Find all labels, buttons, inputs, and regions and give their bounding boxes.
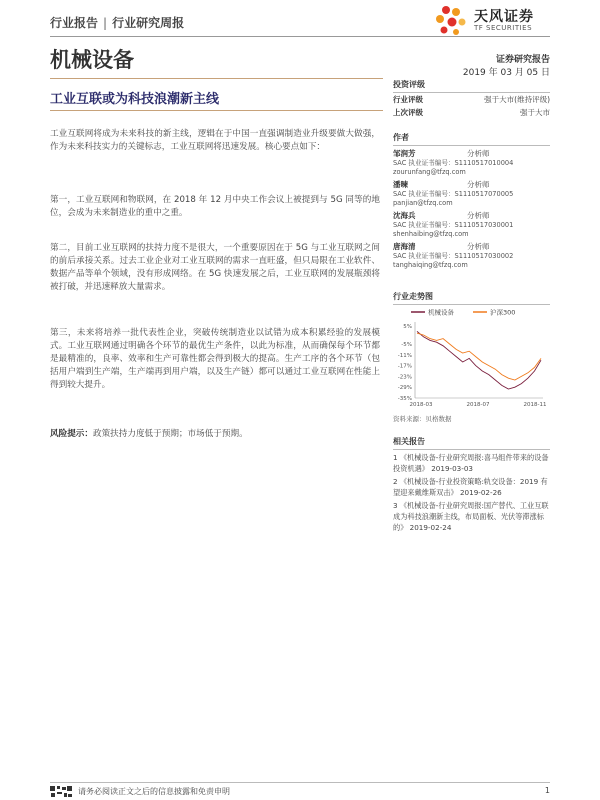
related-section xyxy=(393,436,550,533)
chart-source: 资料来源：贝格数据 xyxy=(393,415,452,423)
author-entry xyxy=(393,180,550,208)
series-line-2 xyxy=(417,333,541,380)
y-tick-label: -17% xyxy=(397,363,412,370)
author-name: 沈海兵 xyxy=(393,211,416,220)
header-divider xyxy=(50,36,550,37)
report-type: 证券研究报告 xyxy=(495,55,550,65)
author-name: 唐海清 xyxy=(393,242,416,251)
logo-text: 天风证券 xyxy=(474,9,534,25)
header-tags xyxy=(50,14,184,31)
legend-label: 机械设备 xyxy=(428,308,454,317)
header-tag-weekly: 行业研究周报 xyxy=(112,16,185,30)
trend-chart xyxy=(393,304,550,412)
author-entry xyxy=(393,149,550,177)
y-tick-label: -23% xyxy=(397,374,412,381)
author-email[interactable]: panjian@tfzq.com xyxy=(393,199,453,207)
legend-label: 沪深300 xyxy=(490,308,516,317)
related-report-item[interactable]: 3 《机械设备-行业研究周报:国产替代、工业互联成为科技浪潮新主线，布局面板、光伏等滞涨标的》 2019-02-24 xyxy=(393,501,549,532)
rating-key: 上次评级 xyxy=(393,108,423,117)
header-separator: | xyxy=(103,16,108,30)
author-cert: SAC 执业证书编号：S1110517030002 xyxy=(393,252,514,260)
x-tick-label: 2018-11 xyxy=(523,402,547,408)
rating-head: 投资评级 xyxy=(393,79,550,93)
risk-warning xyxy=(50,428,380,441)
footer-disclaimer: 请务必阅读正文之后的信息披露和免责申明 xyxy=(78,787,230,796)
y-tick-label: -35% xyxy=(397,396,412,402)
report-title: 工业互联或为科技浪潮新主线 xyxy=(50,92,220,107)
related-report-item[interactable]: 2 《机械设备-行业投资策略:轨交设备：2019 有望迎来戴维斯双击》 2019-02-26 xyxy=(393,477,548,497)
rating-value: 强于大市 xyxy=(520,108,550,117)
author-name: 邹润芳 xyxy=(393,149,416,158)
qr-code-icon xyxy=(50,786,72,798)
author-role: 分析师 xyxy=(467,211,490,220)
author-name: 潘暕 xyxy=(393,180,408,189)
body-paragraph-3: 第三，未来将培养一批代表性企业，突破传统制造业以试错为成本积累经验的发展模式。工业互联网通过明确各个环节的最优生产条件，以此为标准，从而确保每个环节都是最精准的，良率、效率和生产可靠性都会得到极大的提高。生产工序的各个环节（包括用户端到生产端，生产端再到用户端，以及生产链）都可以通过工业互联网在性能上得到较大提升。 xyxy=(50,328,380,390)
header-tag-report: 行业报告 xyxy=(50,16,99,30)
author-entry xyxy=(393,211,550,239)
y-tick-label: 5% xyxy=(403,324,412,330)
y-tick-label: -29% xyxy=(397,385,412,392)
author-cert: SAC 执业证书编号：S1110517030001 xyxy=(393,221,514,229)
rating-row xyxy=(393,106,550,119)
page-number: 1 xyxy=(544,786,550,795)
rating-value: 强于大市(维持评级) xyxy=(484,95,550,104)
author-email[interactable]: tanghaiqing@tfzq.com xyxy=(393,261,468,269)
author-cert: SAC 执业证书编号：S1110517070005 xyxy=(393,190,514,198)
x-tick-label: 2018-07 xyxy=(466,402,490,408)
author-email[interactable]: zourunfang@tfzq.com xyxy=(393,168,466,176)
authors-section xyxy=(393,132,550,270)
author-role: 分析师 xyxy=(467,180,490,189)
author-role: 分析师 xyxy=(467,242,490,251)
trend-head: 行业走势图 xyxy=(393,291,550,305)
rating-key: 行业评级 xyxy=(393,95,423,104)
rating-row xyxy=(393,93,550,106)
body-paragraph-2: 第二，目前工业互联网的扶持力度不是很大，一个重要原因在于 5G 与工业互联网之间的前后承接关系。过去工业企业对工业互联网的需求一直旺盛，但只局限在工业软件、数据产品等单个领域，没有形成网络。在 5G 快速发展之后，工业互联网的发展瓶颈将被打破，并迅速释放大量需求。 xyxy=(50,243,380,292)
author-entry xyxy=(393,242,550,270)
risk-label: 风险提示： xyxy=(50,429,93,439)
report-date: 2019 年 03 月 05 日 xyxy=(462,68,550,78)
industry-title: 机械设备 xyxy=(50,48,134,72)
author-email[interactable]: shenhaibing@tfzq.com xyxy=(393,230,469,238)
risk-text: 政策扶持力度低于预期；市场低于预期。 xyxy=(92,429,248,439)
footer-divider xyxy=(50,782,550,783)
trend-section xyxy=(393,291,550,305)
authors-head: 作者 xyxy=(393,132,550,146)
body-paragraph-intro: 工业互联网将成为未来科技的新主线，逻辑在于中国一直强调制造业升级要做大做强，作为未来科技实力的关键标志，工业互联网将迅速发展。核心要点如下： xyxy=(50,129,380,152)
logo-subtext: TF SECURITIES xyxy=(474,24,533,32)
y-tick-label: -5% xyxy=(401,342,412,348)
x-tick-label: 2018-03 xyxy=(409,402,433,408)
rating-section xyxy=(393,79,550,119)
author-role: 分析师 xyxy=(467,149,490,158)
y-tick-label: -11% xyxy=(397,352,412,359)
author-cert: SAC 执业证书编号：S1110517010004 xyxy=(393,159,514,167)
related-report-item[interactable]: 1 《机械设备-行业研究周报:喜马组件带来的设备投资机遇》 2019-03-03 xyxy=(393,453,549,473)
title-divider-top xyxy=(50,78,383,79)
body-paragraph-1: 第一，工业互联网和物联网，在 2018 年 12 月中央工作会议上被提到与 5G 同等的地位，会成为未来制造业的重中之重。 xyxy=(50,195,380,218)
title-divider-bottom xyxy=(50,110,383,111)
related-head: 相关报告 xyxy=(393,436,550,450)
